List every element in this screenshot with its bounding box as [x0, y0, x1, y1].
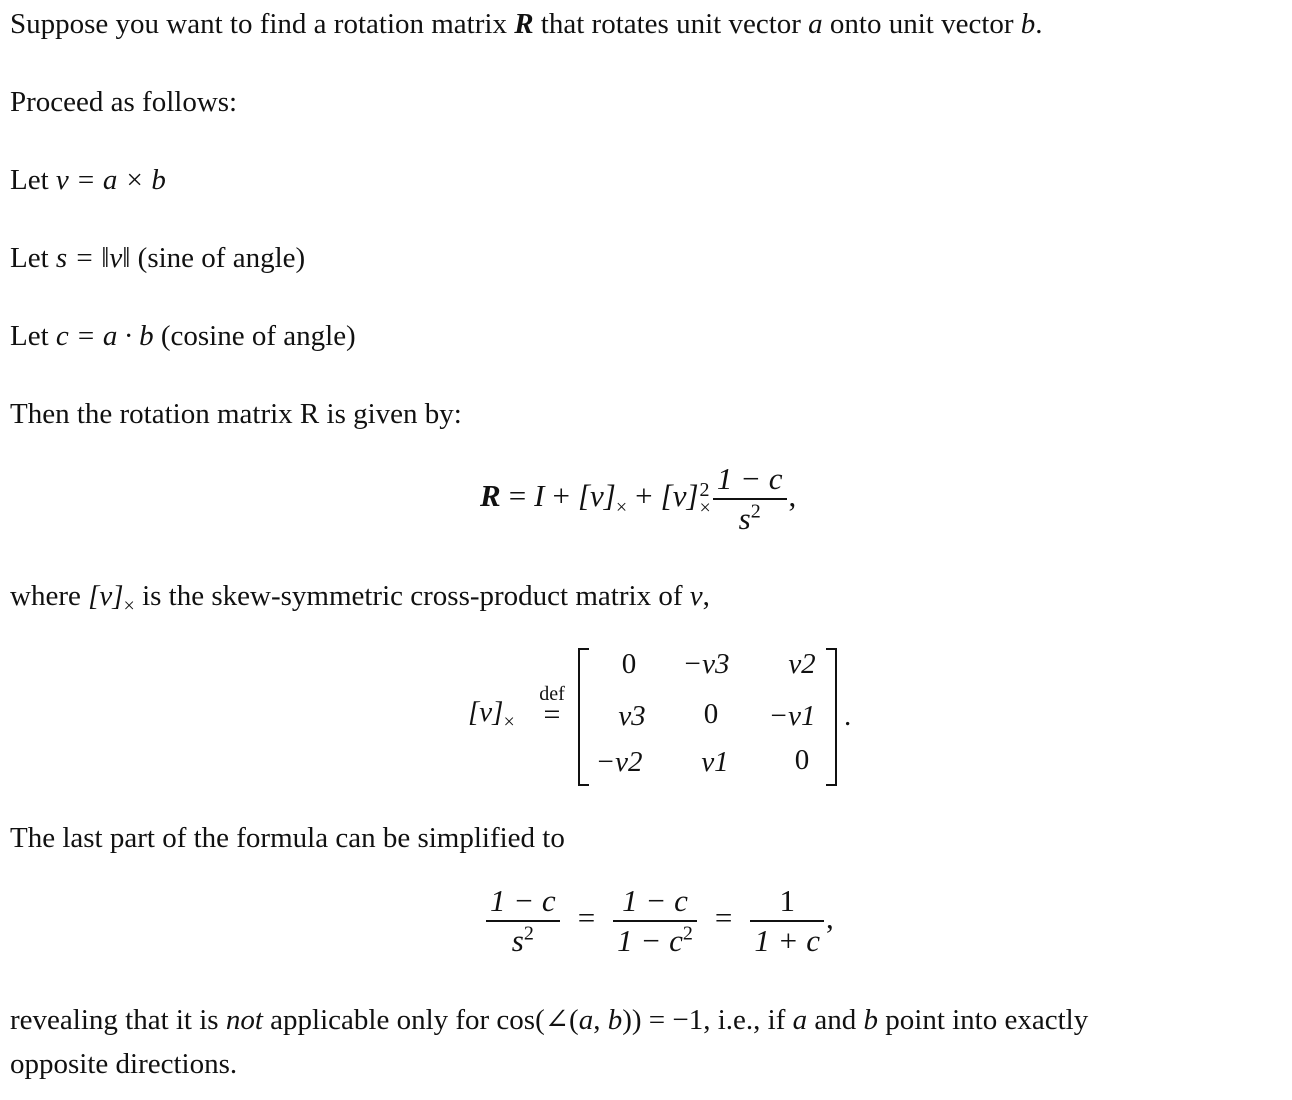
where-line: where $[v]_\times$ is the skew-symmetric cross-product matrix of v,	[10, 580, 710, 617]
let-v-expression: v = a × b	[55, 164, 166, 196]
rotation-formula: $R = I + [v]_\times + [v]$ 2 × $\frac{1 - c}{s^2}$ ,	[480, 461, 797, 536]
proceed-text: Proceed as follows:	[10, 86, 238, 118]
revealing-line-1: revealing that it is not applicable only for cos(∠(a, b)) = −1, i.e., if a and b point into exactly	[10, 1004, 1089, 1036]
matrix-lhs: $[v]_\times$	[468, 696, 515, 733]
matrix-cell: 0	[794, 744, 810, 776]
let-s-line: Let s = ‖v‖ (sine of angle)	[10, 242, 306, 274]
formula-fraction: $\frac{1 - c}{s^2}$	[713, 462, 787, 536]
matrix-cell: −v1	[768, 700, 816, 732]
matrix-cell: −v2	[595, 746, 643, 778]
matrix-cell: v1	[701, 746, 729, 778]
let-c-expression: c = a · b	[55, 320, 154, 352]
matrix-cell: 0	[703, 698, 719, 730]
simplified-formula: $\frac{1 - c}{s^2}$ = $\frac{1 - c}{1 - c^2}$ = $\frac{1}{1 + c}$ ,	[484, 884, 834, 958]
matrix-cell: −v3	[682, 648, 730, 680]
vector-b-symbol: b	[1020, 8, 1036, 40]
matrix-cell: v3	[618, 700, 646, 732]
matrix-trail: .	[844, 700, 852, 732]
let-v-line: Let v = a × b	[10, 164, 166, 196]
matrix-cell: 0	[621, 648, 637, 680]
let-c-line: Let c = a · b (cosine of angle)	[10, 320, 356, 352]
matrix-cell: v2	[788, 648, 816, 680]
intro-paragraph: Suppose you want to find a rotation matrix R that rotates unit vector a onto unit vector b.	[10, 8, 1043, 40]
matrix-R-symbol: R	[514, 8, 534, 40]
skew-matrix	[0, 648, 1292, 784]
revealing-line-2: opposite directions.	[10, 1048, 238, 1080]
vector-a-symbol: a	[808, 8, 823, 40]
let-s-expression: s = ‖v‖	[55, 242, 131, 274]
simplify-text: The last part of the formula can be simplified to	[10, 822, 565, 854]
then-text: Then the rotation matrix R is given by:	[10, 398, 462, 430]
def-equals: def =	[539, 683, 565, 731]
